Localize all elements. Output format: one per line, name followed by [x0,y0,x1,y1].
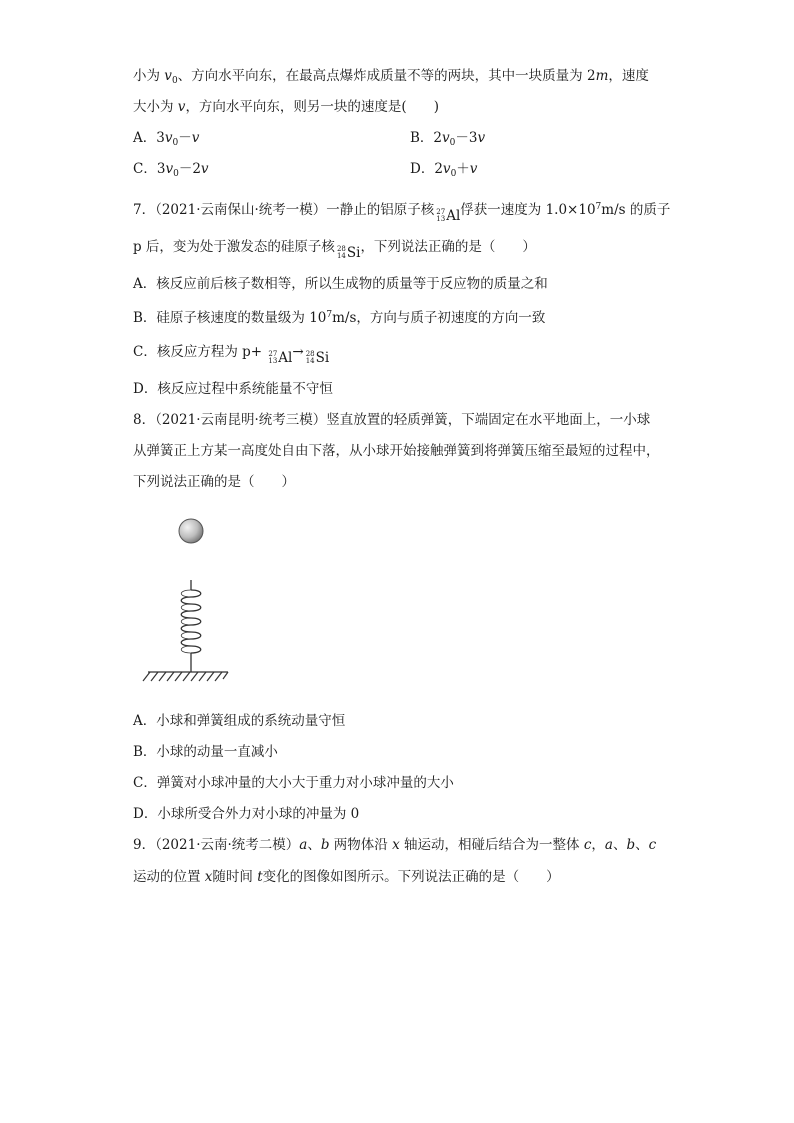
q8-option-a[interactable]: A．小球和弹簧组成的系统动量守恒 [133,713,346,729]
q6-text: 大小为 [133,99,178,115]
q9-text: 9．（2021·云南·统考二模） [133,837,300,853]
var-t: t [257,869,263,885]
element-symbol: Si [346,245,361,261]
option-label: B． [410,130,434,146]
var-x: x [392,837,400,853]
subscript: 0 [449,138,456,148]
q9-text: 运动的位置 [133,869,205,885]
subscript: 0 [172,138,179,148]
q6-text: ，速度 [608,68,649,84]
aluminum-nuclide [434,206,460,226]
atomic-number: 14 [305,357,315,365]
separator: 、 [612,837,627,853]
mass-number: 27 [268,350,278,358]
mass-number: 28 [305,350,315,358]
operator: － [455,130,469,146]
operator: － [178,130,192,146]
coef: 2 [433,130,443,146]
q6-option-d[interactable] [410,159,477,184]
q8-stem-line2: 从弹簧正上方某一高度处自由下落，从小球开始接触弹簧到将弹簧压缩至最短的过程中， [133,443,660,459]
silicon-nuclide [304,348,330,368]
var-c: c [583,837,592,853]
var-a: a [604,837,613,853]
q7-stem-line1 [133,197,670,226]
atomic-number: 13 [268,357,278,365]
var-v: v [164,68,172,84]
q6-text: ，方向水平向东，则另一块的速度是( ) [185,99,439,115]
q7-text: 俘获一速度为 1.0×10 [460,202,596,218]
q8-stem-line3: 下列说法正确的是（ ） [133,474,295,490]
q7-stem-line2 [133,237,536,263]
q6-stem-line1 [133,66,649,91]
q6-text: 、方向水平向东，在最高点爆炸成质量不等的两块，其中一块质量为 2 [177,68,596,84]
operator: ＋ [456,161,470,177]
q9-text: 随时间 [212,869,258,885]
var-c: c [648,837,657,853]
q8-option-b[interactable]: B．小球的动量一直减小 [133,744,278,760]
element-symbol: Al [278,350,293,366]
mass-number: 27 [436,208,446,216]
separator: 、 [307,837,321,853]
var-v: v [191,130,200,146]
coef: 3 [156,130,165,146]
silicon-nuclide [335,243,361,263]
exponent: 7 [326,310,333,320]
var-m: m [595,68,609,84]
q7-option-a[interactable]: A．核反应前后核子数相等，所以生成物的质量等于反应物的质量之和 [133,276,548,292]
q7-option-c[interactable] [133,342,329,368]
coef: 2 [192,161,201,177]
q8-stem-line1: 8．（2021·云南昆明·统考三模）竖直放置的轻质弹簧，下端固定在水平地面上，一小球 [133,412,651,428]
subscript: 0 [450,169,457,179]
subscript: 0 [171,76,178,86]
var-v: v [165,161,174,177]
coef: 2 [434,161,443,177]
ball [179,519,203,543]
option-text: m/s，方向与质子初速度的方向一致 [332,310,546,326]
spring [181,580,201,672]
q9-text: 轴运动，相碰后结合为一整体 [399,837,584,853]
option-text: C．核反应方程为 p+ [133,344,267,360]
aluminum-nuclide [266,348,292,368]
var-v: v [200,161,209,177]
ground [143,672,228,681]
var-b: b [626,837,636,853]
reaction-arrow: → [292,344,304,360]
var-a: a [299,837,308,853]
atomic-number: 14 [336,252,346,260]
q9-text: 变化的图像如图所示。下列说法正确的是（ ） [262,869,560,885]
coef: 3 [156,161,166,177]
q6-option-c[interactable] [133,159,209,184]
option-text: B．硅原子核速度的数量级为 10 [133,310,327,326]
q7-text: m/s 的质子 [601,202,671,218]
operator: － [178,161,193,177]
q8-option-c[interactable]: C．弹簧对小球冲量的大小大于重力对小球冲量的大小 [133,775,454,791]
atomic-number: 13 [436,215,446,223]
option-label: C． [133,161,157,177]
q6-stem-line2 [133,97,439,117]
q7-option-d[interactable]: D．核反应过程中系统能量不守恒 [133,381,333,397]
var-v: v [177,99,186,115]
q9-text: 两物体沿 [329,837,393,853]
q7-text: 7．（2021·云南保山·统考一模）一静止的铝原子核 [133,202,435,218]
spring-ball-figure [140,515,250,685]
mass-number: 28 [336,245,346,253]
q9-stem-line2 [133,867,560,887]
subscript: 0 [173,169,179,179]
element-symbol: Si [315,350,330,366]
q6-option-a[interactable] [133,128,199,153]
var-v: v [469,161,478,177]
option-label: D． [410,161,435,177]
separator: 、 [635,837,649,853]
q9-stem-line1 [133,835,656,855]
element-symbol: Al [446,208,461,224]
var-x: x [204,869,213,885]
var-v: v [164,130,173,146]
exponent: 7 [595,202,602,212]
q7-text: ，下列说法正确的是（ ） [360,239,536,255]
q6-option-b[interactable] [410,128,485,153]
var-v: v [477,130,486,146]
q7-text: p 后，变为处于激发态的硅原子核 [133,239,335,255]
coef: 3 [468,130,478,146]
option-label: A． [133,130,157,146]
separator: ， [591,837,605,853]
q7-option-b[interactable] [133,305,545,328]
var-v: v [442,161,451,177]
var-b: b [320,837,330,853]
var-v: v [442,130,450,146]
q8-option-d[interactable]: D．小球所受合外力对小球的冲量为 0 [133,806,360,822]
q6-text: 小为 [133,68,165,84]
